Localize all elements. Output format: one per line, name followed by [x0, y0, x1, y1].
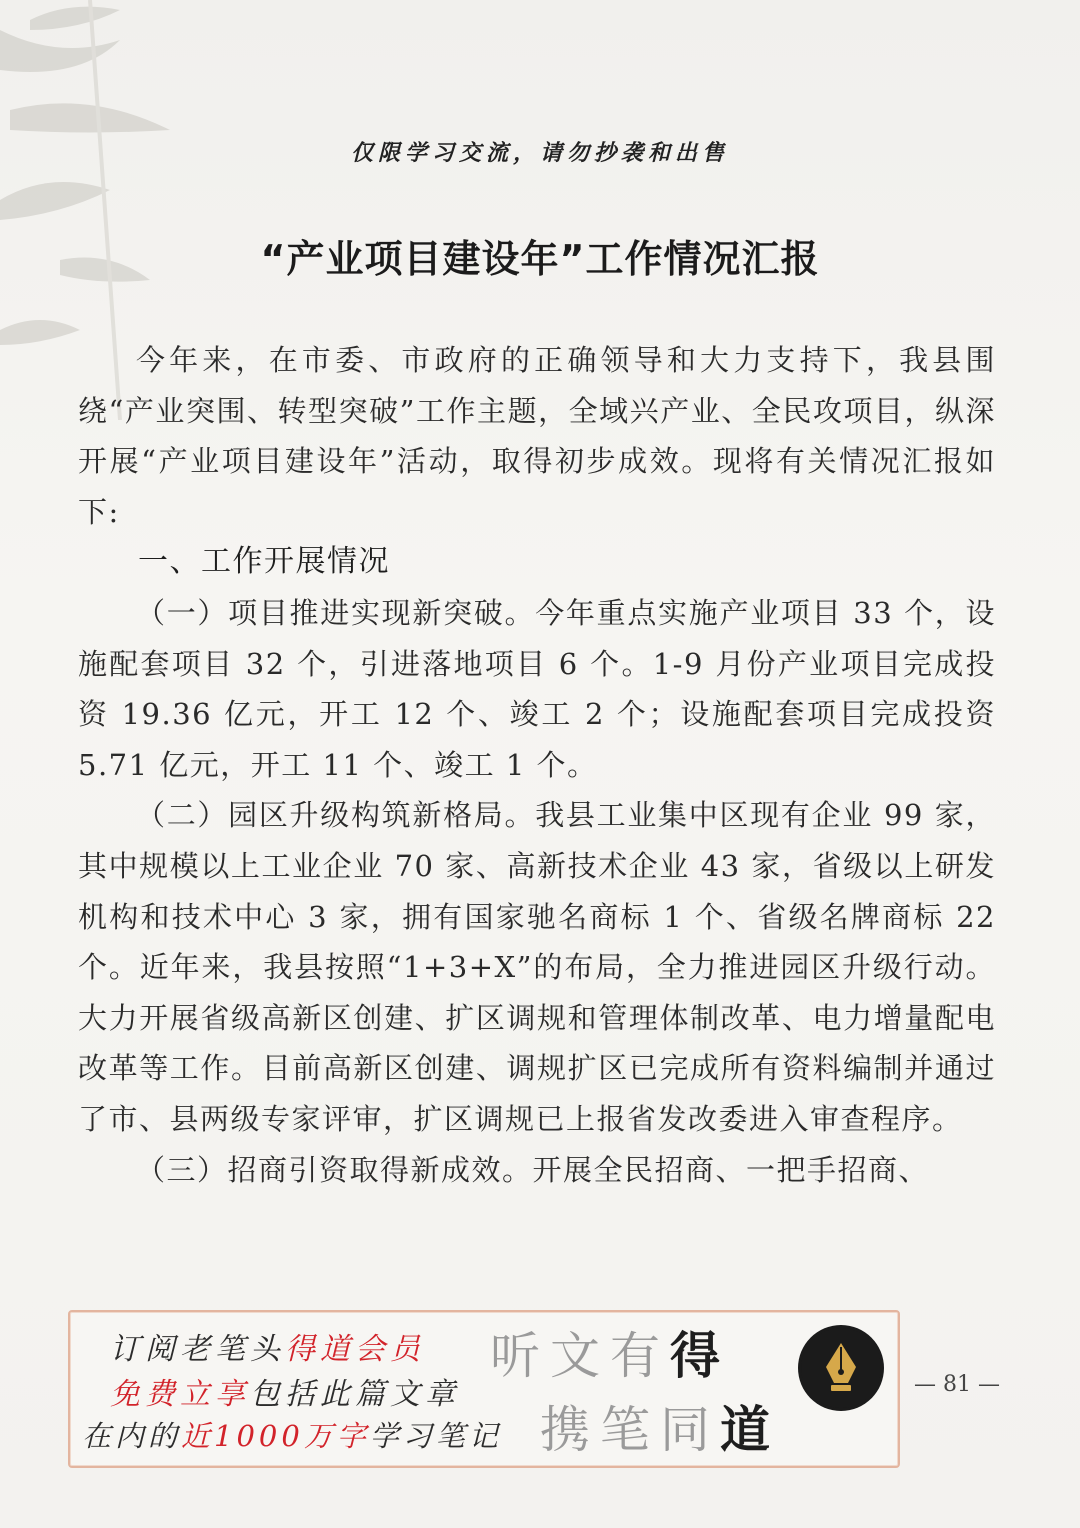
document-title: “产业项目建设年”工作情况汇报: [260, 237, 820, 281]
disclaimer-text: 仅限学习交流，请勿抄袭和出售: [350, 140, 729, 166]
section-heading: 一、工作开展情况: [138, 544, 390, 580]
subscription-banner: [68, 1310, 900, 1468]
pen-nib-icon: [798, 1325, 884, 1411]
banner-highlight: 免费立享: [110, 1377, 250, 1412]
intro-paragraph: 今年来，在市委、市政府的正确领导和大力支持下，我县围绕“产业突围、转型突破”工作主题，全域兴产业、全民攻项目，纵深开展“产业项目建设年”活动，取得初步成效。现将有关情况汇报如下:: [78, 343, 996, 529]
banner-highlight: 近1000万字: [181, 1419, 370, 1453]
banner-line-2: [110, 1369, 460, 1413]
banner-text: 订阅老笔头: [110, 1332, 285, 1367]
body-paragraph: （三）招商引资取得新成效。开展全民招商、一把手招商、: [136, 1152, 930, 1187]
page-number: — 81 —: [914, 1372, 1000, 1397]
banner-text: 包括此篇文章: [250, 1377, 460, 1412]
banner-text: 学习笔记: [369, 1419, 502, 1453]
body-paragraph: （二）园区升级构筑新格局。我县工业集中区现有企业 99 家，其中规模以上工业企业 70 家、高新技术企业 43 家，省级以上研发机构和技术中心 3 家，拥有国家驰名商标 1 个、省级名牌商标 22 个。近年来，我县按照“1+3+X”的布局，全力推进园区升级行动。大力开展省级高新区创建、扩区调规和管理体制改革、电力增量配电改革等工作。目前高新区创建、调规扩区已完成所有资料编制并通过了市、县两级专家评审，扩区调规已上报省发改委进入审查程序。: [78, 798, 996, 1136]
banner-text: 在内的: [82, 1419, 182, 1453]
motto-text: 携笔同: [540, 1401, 720, 1459]
motto-emphasis: 道: [720, 1400, 780, 1459]
motto-text: 听文有: [490, 1327, 670, 1385]
motto-emphasis: 得: [670, 1326, 730, 1385]
banner-line-3: [82, 1414, 502, 1455]
document-body: [78, 335, 996, 1195]
banner-motto-2: [540, 1390, 780, 1462]
banner-line-1: [110, 1324, 425, 1368]
banner-highlight: 得道会员: [285, 1332, 425, 1367]
body-paragraph: （一）项目推进实现新突破。今年重点实施产业项目 33 个，设施配套项目 32 个，引进落地项目 6 个。1-9 月份产业项目完成投资 19.36 亿元，开工 12 个、竣工 2 个；设施配套项目完成投资 5.71 亿元，开工 11 个、竣工 1 个。: [78, 595, 996, 782]
banner-motto-1: [490, 1316, 730, 1388]
